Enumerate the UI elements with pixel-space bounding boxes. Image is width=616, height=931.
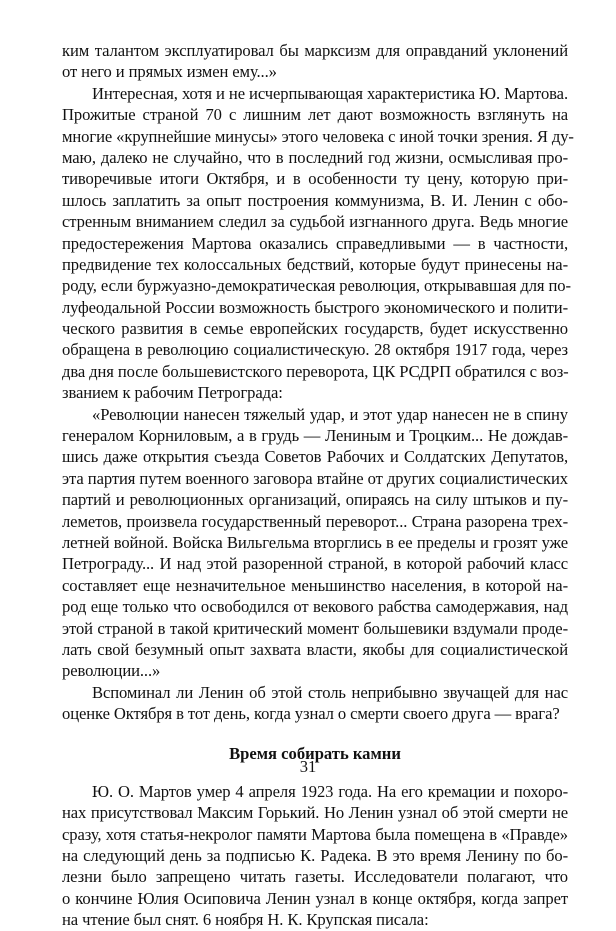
- text-line: летней войной. Войска Вильгельма вторглись в ее пределы и грозят уже: [62, 532, 568, 552]
- paragraph-lenin-remembered: [62, 682, 568, 725]
- text-line: предостережения Мартова оказались справедливыми — в частности,: [62, 233, 568, 253]
- text-line: луфеодальной России возможность быстрого экономического и полити-: [62, 297, 568, 317]
- document-page: [62, 40, 574, 930]
- text-line: Вспоминал ли Ленин об этой столь неприбывно звучащей для нас: [92, 682, 568, 702]
- text-line: эта партия путем военного заговора втайне от других социалистических: [62, 468, 568, 488]
- text-line: род еще только что освободился от векового рабства самодержавия, над: [62, 597, 568, 617]
- text-line: оценке Октября в тот день, когда узнал о смерти своего друга — врага?: [62, 704, 560, 724]
- text-line: леметов, произвела государственный переворот... Страна разорена трех-: [62, 511, 568, 531]
- text-line: сразу, хотя статья-некролог памяти Мартова была помещена в «Правде»: [62, 824, 568, 844]
- text-line: Прожитые страной 70 с лишним лет дают возможность взглянуть на: [62, 105, 568, 125]
- text-line: шлось заплатить за опыт построения коммунизма, В. И. Ленин с обо-: [62, 190, 568, 210]
- text-line: роду, если буржуазно-демократическая революция, открывавшая для по-: [62, 276, 571, 296]
- text-line: лать свой безумный опыт захвата власти, якобы для социалистической: [62, 639, 568, 659]
- paragraph-quote-ending: [62, 40, 568, 83]
- text-line: партий и революционных организаций, опираясь на силу штыков и пу-: [62, 490, 568, 510]
- text-line: революции...»: [62, 661, 161, 681]
- text-line: два дня после большевистского переворота, ЦК РСДРП обратился с воз-: [62, 361, 569, 381]
- text-line: Интересная, хотя и не исчерпывающая характеристика Ю. Мартова.: [92, 83, 568, 103]
- text-line: на чтение был снят. 6 ноября Н. К. Крупская писала:: [62, 910, 429, 930]
- text-line: многие «крупнейшие минусы» этого человека с иной точки зрения. Я ду-: [62, 126, 574, 146]
- text-line: Ю. О. Мартов умер 4 апреля 1923 года. На его кремации и похоро-: [92, 781, 568, 801]
- text-line: о кончине Юлия Осиповича Ленин узнал в конце октября, когда запрет: [62, 888, 568, 908]
- text-line: генералом Корниловым, а в грудь — Лениным и Троцким... Не дождав-: [62, 426, 568, 446]
- text-line: лезни было запрещено читать газеты. Исследователи полагают, что: [62, 867, 568, 887]
- rsdrp-appeal-quote: [62, 404, 568, 682]
- text-line: «Революции нанесен тяжелый удар, и этот удар нанесен не в спину: [92, 404, 568, 424]
- text-line: составляет еще незначительное меньшинство населения, в которой на-: [62, 575, 568, 595]
- text-line: маю, далеко не случайно, что в последний год жизни, осмысливая про-: [62, 147, 568, 167]
- section-heading: Время собирать камни: [229, 743, 401, 763]
- text-line: стренным вниманием следил за судьбой изгнанного друга. Ведь многие: [62, 212, 568, 232]
- text-line: званием к рабочим Петрограда:: [62, 383, 283, 403]
- text-line: от него и прямых измен ему...»: [62, 62, 277, 82]
- text-line: Петрограду... И над этой разоренной страной, в которой рабочий класс: [62, 554, 568, 574]
- text-line: обращена в революцию социалистическую. 28 октября 1917 года, через: [62, 340, 568, 360]
- text-line: ким талантом эксплуатировал бы марксизм для оправданий уклонений: [62, 41, 568, 60]
- text-line: тиворечивые итоги Октября, и в особенности ту цену, которую при-: [62, 169, 568, 189]
- paragraph-martov-death: [62, 781, 568, 931]
- text-line: ческого развития в семье европейских государств, будет искусственно: [62, 319, 568, 339]
- paragraph-martov-characteristic: [62, 83, 574, 404]
- section-spacer: [62, 725, 568, 741]
- text-line: предвидение тех колоссальных бедствий, которые будут принесены на-: [62, 254, 568, 274]
- text-line: шись даже открытия съезда Советов Рабочих и Солдатских Депутатов,: [62, 447, 568, 467]
- text-line: на следующий день за подписью К. Радека. В это время Ленину по бо-: [62, 846, 568, 866]
- page-number: 31: [299, 757, 317, 776]
- text-line: этой страной в такой критический момент большевики вздумали проде-: [62, 618, 568, 638]
- text-line: нах присутствовал Максим Горький. Но Ленин узнал об этой смерти не: [62, 803, 568, 823]
